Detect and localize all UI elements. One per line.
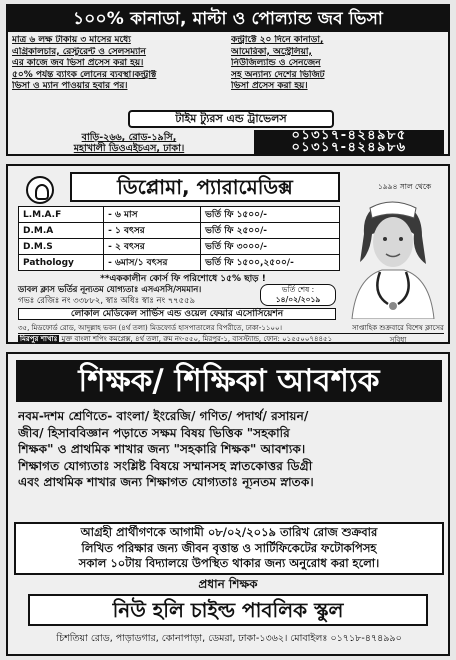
course-fee: ভর্তি ফি ১৫০০/-	[201, 207, 340, 223]
agency-name-badge: টাইম ট্যুরস এন্ড ট্রাভেলস	[128, 110, 334, 128]
signatory: প্রধান শিক্ষক	[198, 577, 258, 591]
job-visa-right-line: আমেরিকা, অস্ট্রেলিয়া,	[231, 46, 312, 57]
course-name: L.M.A.F	[19, 207, 104, 223]
institute-logo-icon	[26, 176, 54, 204]
table-row	[19, 239, 340, 255]
course-duration: - ১ বৎসর	[104, 223, 201, 239]
discount-note: **এককালীন কোর্স ফি পরিশোধে ১৫% ছাড় !	[100, 274, 266, 284]
teacher-wanted-ad	[6, 352, 450, 656]
teacher-wanted-headline: শিক্ষক/ শিক্ষিকা আবশ্যক	[16, 360, 442, 402]
phone-number: ০১৩১৭-৪২৪৯৮৫	[291, 128, 407, 143]
deadline-date: ১৪/০২/২০১৯	[275, 295, 321, 304]
job-visa-body	[8, 32, 448, 106]
association-address: ৩৫, মিডফোর্ড রোড, আদুল্লাহ ভবন (৪র্থ তলা) মিডফোর্ড হাসপাতালের বিপরীতে, ঢাকা-১১০০।	[18, 324, 283, 332]
job-visa-right-column	[225, 35, 444, 103]
body-line: জীব/ হিসাববিজ্ঞান পড়াতে সক্ষম বিষয় ভিত্তিক "সহকারি	[18, 425, 290, 440]
job-visa-left-column	[12, 35, 225, 103]
agency-address	[12, 132, 246, 154]
call-line: সকাল ১০টায় বিদ্যালয়ে উপস্থিত থাকার জন্য অনুরোধ করা হলো।	[78, 556, 380, 570]
body-line: শিক্ষাগত যোগ্যতাঃ সংশ্লিষ্ট বিষয়ে সম্মানসহ স্নাতকোত্তর ডিগ্রী	[18, 458, 313, 473]
course-fee: ভর্তি ফি ২৫০০/-	[201, 223, 340, 239]
job-visa-right-line: কন্ট্রাক্টে ২০ দিনে কানাডা,	[231, 35, 324, 45]
friday-class-note: সাপ্তাহিক শুক্রবারে বিশেষ ক্লাসের সুবিধা	[352, 324, 444, 344]
job-visa-right-line: সহ অন্যান্য দেশের ভিজিট	[231, 69, 325, 80]
job-visa-headline: ১০০% কানাডা, মাল্টা ও পোল্যান্ড জব ভিসা	[8, 6, 448, 32]
course-duration: - ৬মাস/১ বৎসর	[104, 255, 201, 271]
job-visa-left-line: মাত্র ৬ লক্ষ টাকায় ৩ মাসের মধ্যে	[12, 35, 131, 45]
interview-call-box	[14, 522, 444, 575]
school-name: নিউ হলি চাইল্ড পাবলিক স্কুল	[28, 594, 428, 626]
association-name: লোকাল মেডিকেল সার্ভিস এন্ড ওয়েল ফেয়ার এসোসিয়েশন	[18, 308, 336, 320]
table-row	[19, 207, 340, 223]
deadline-label: ভর্তি শেষ :	[281, 285, 315, 294]
branch-info	[18, 333, 444, 344]
course-name: D.M.A	[19, 223, 104, 239]
course-table	[18, 206, 340, 271]
agency-phones	[254, 130, 444, 154]
job-visa-left-line: এগ্রিকালচার, রেস্টুরেন্ট ও সেলসম্যান	[12, 46, 146, 57]
admission-requirement: ডাবল ক্লাস ভর্তির নূন্যতম যোগ্যতাঃ এসএসসি/সমমান।	[18, 284, 202, 294]
phone-number: ০১৩১৭-৪২৪৯৮৬	[291, 140, 407, 155]
registration-numbers: গভঃ রেজিঃ নং ৩৩৮৮২, স্বাঃ অধিঃ স্বাঃ নং ৭৭৫৫৯	[18, 295, 195, 305]
call-line: আগ্রহী প্রার্থীগণকে আগামী ০৮/০২/২০১৯ তারিখ রোজ শুক্রবার	[80, 525, 378, 539]
teacher-wanted-body	[18, 408, 442, 491]
school-address: চিশতিয়া রোড, পাড়াডগার, কোনাপাড়া, ডেমরা, ঢাকা-১৩৬২। মোবাইলঃ ০১৭১৮-৪৭৪৯৯০	[56, 633, 402, 644]
job-visa-left-line: ভিসা ও ম্যান পাওয়ার হবার পর।	[12, 81, 128, 92]
job-visa-ad	[6, 4, 450, 156]
since-year: ১৯৯৪ সাল থেকে	[378, 182, 432, 191]
job-visa-left-line: ৫০% পর্যন্ত ব্যাংক লোনের ব্যবস্থা।কন্ট্রাক্ট	[12, 69, 157, 80]
agency-address-line: মহাখালী ডিওএইচএস, ঢাকা।	[73, 143, 185, 154]
table-row	[19, 223, 340, 239]
course-fee: ভর্তি ফি ৩০০০/-	[201, 239, 340, 255]
body-line: এবং প্রাথমিক শাখার জন্য শিক্ষাগত যোগ্যতাঃ ন্যূনতম স্নাতক।	[18, 475, 314, 489]
call-line: লিখিত পরিক্ষার জন্য জীবন বৃত্তান্ত ও সার্টিফিকেটের ফটোকপিসহ	[81, 540, 377, 555]
course-name: Pathology	[19, 255, 104, 271]
course-fee: ভর্তি ফি ১৫০০,২৫০০/-	[201, 255, 340, 271]
job-visa-right-line: ভিসা প্রসেস করা হয়।	[231, 81, 308, 92]
job-visa-right-line: নিউজিল্যান্ড ও সেনজেন	[231, 58, 321, 69]
branch-label: মিরপুর শাখাঃ	[20, 335, 58, 343]
branch-text: মুক্ত বাংলা শপিং কমপ্লেক্স, ৪র্থ তলা, রুম নং-৫৫০, মিরপুর-১, বাসস্ট্যান্ড, ফোন: ০১৫৫০০৭৪৪৫১	[61, 335, 333, 343]
paramedics-title: ডিপ্লোমা, প্যারামেডিক্স	[70, 172, 340, 202]
admission-deadline	[260, 284, 336, 306]
paramedics-ad	[6, 164, 450, 344]
agency-address-line: বাড়ি-২৬৬, রোড-১৯সি,	[81, 132, 177, 143]
course-duration: - ২ বৎসর	[104, 239, 201, 255]
nurse-photo	[342, 194, 442, 319]
course-duration: - ৬ মাস	[104, 207, 201, 223]
body-line: শিক্ষক" ও প্রাথমিক শাখার জন্য "সহকারি শিক্ষক" আবশ্যক।	[18, 442, 306, 456]
body-line: নবম-দশম শ্রেণিতে- বাংলা/ ইংরেজি/ গণিত/ পদার্থ/ রসায়ন/	[18, 409, 309, 423]
job-visa-left-line: এর কাজে জব ভিসা প্রসেস করা হয়।	[12, 58, 144, 69]
course-name: D.M.S	[19, 239, 104, 255]
table-row	[19, 255, 340, 271]
